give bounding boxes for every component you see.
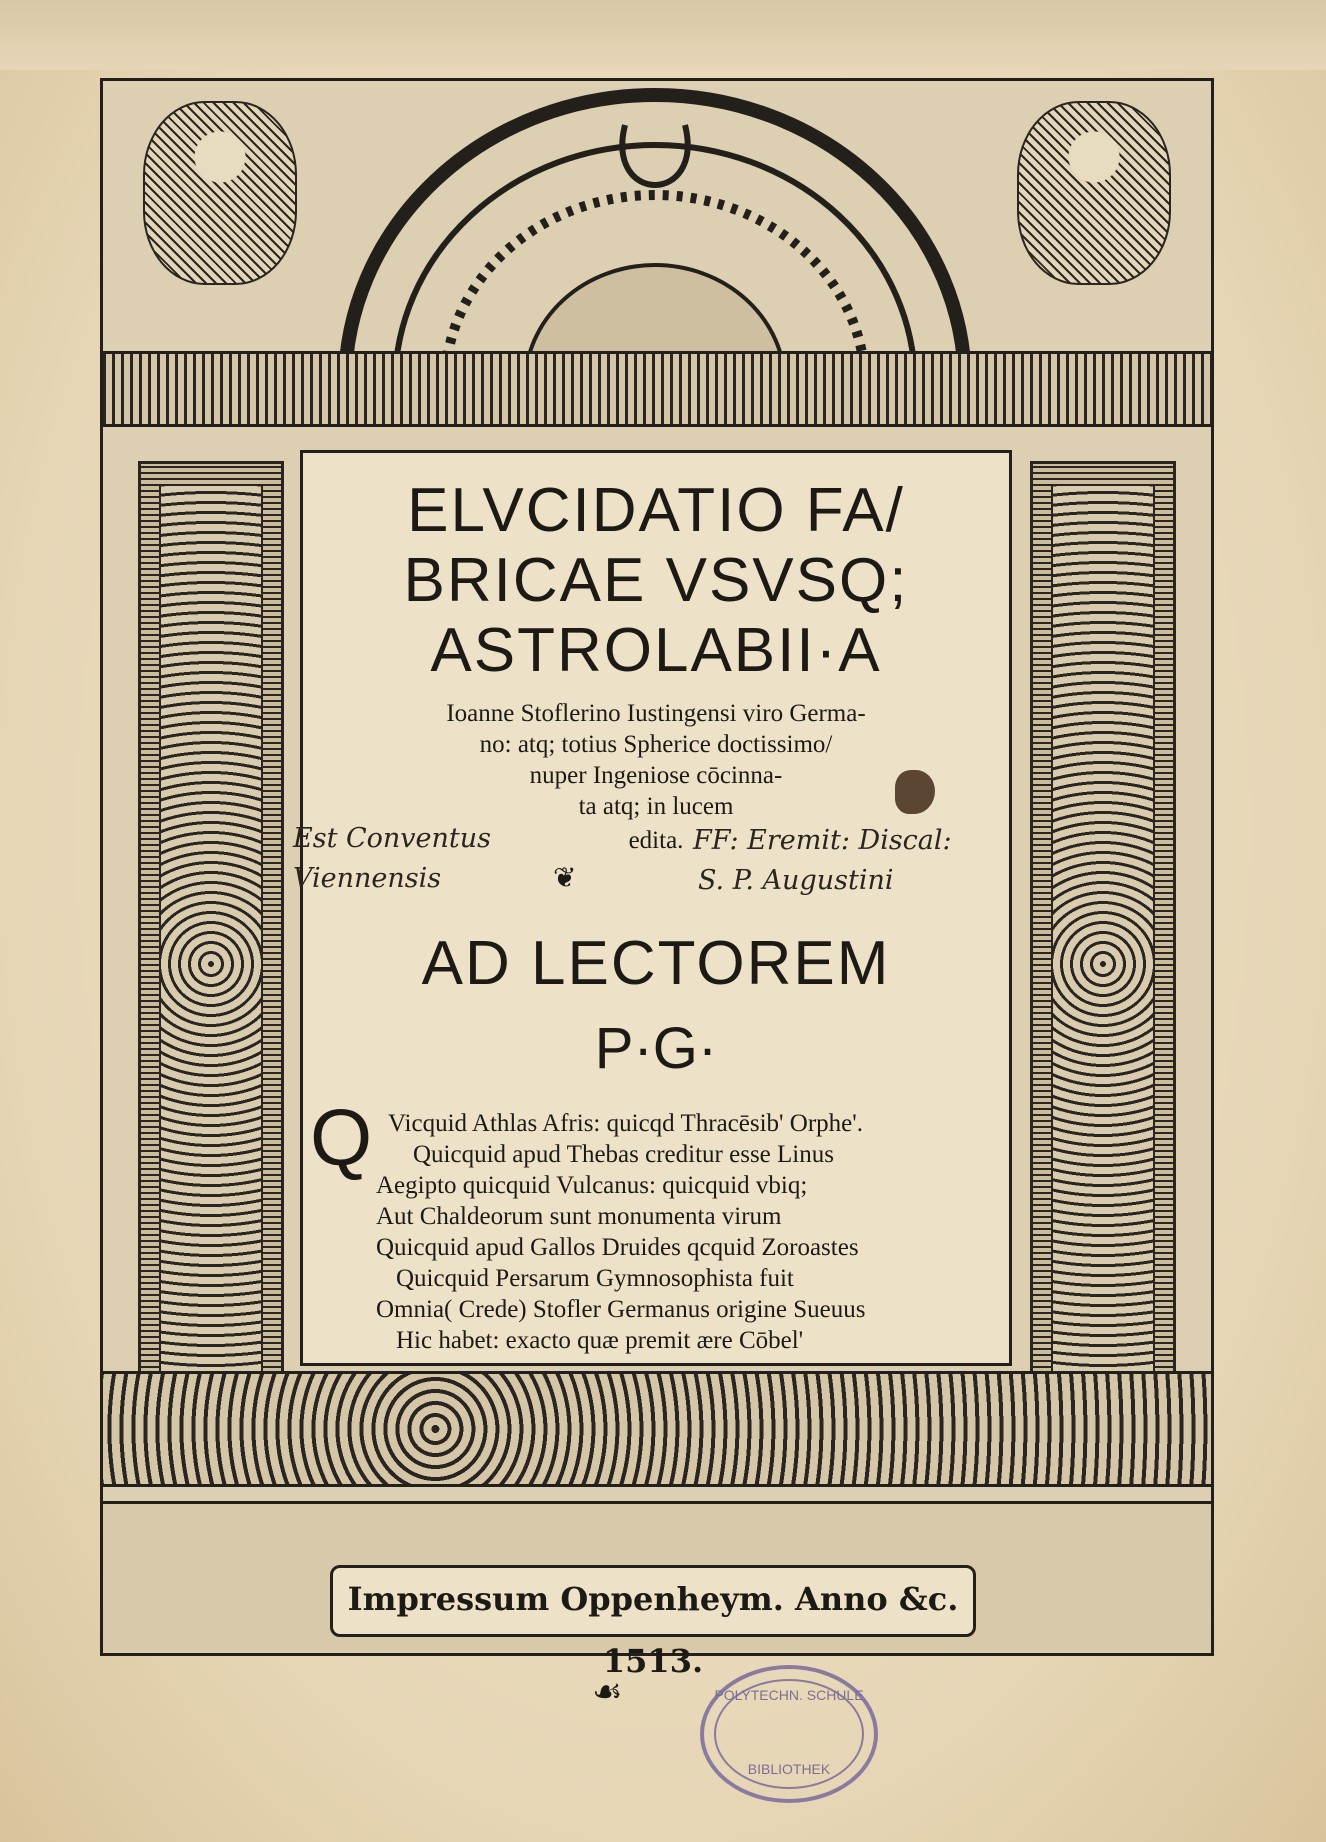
edita-word: edita. <box>628 827 684 854</box>
verse-line: Aut Chaldeorum sunt monumenta virum <box>376 1203 782 1230</box>
verse-line: Aegipto quicquid Vulcanus: quicquid vbiq; <box>376 1172 808 1199</box>
verse-line: Hic habet: exacto quæ premit ære Cōbel' <box>396 1327 804 1354</box>
bottom-frieze <box>103 1371 1211 1487</box>
handwritten-note-right-2: S. P. Augustini <box>698 865 894 896</box>
handwritten-note-right-1: FF: Eremit: Discal: <box>693 825 952 856</box>
subtitle-line-1: Ioanne Stoflerino Iustingensi viro Germa- <box>446 700 866 727</box>
verse-line: Quicquid apud Thebas creditur esse Linus <box>413 1141 834 1168</box>
handwritten-note-left-2: Viennensis <box>293 863 442 894</box>
handwritten-note-left-1: Est Conventus <box>293 823 492 854</box>
printer-mark-icon: ☙ <box>592 1674 623 1711</box>
stamp-text-bottom: BIBLIOTHEK <box>747 1761 831 1777</box>
left-cherub-illustration <box>143 101 297 285</box>
pg-heading: P·G· <box>594 1016 718 1081</box>
title-line-2: BRICAE VSVSQ; <box>403 546 909 615</box>
verse-line: Quicquid apud Gallos Druides qcquid Zoroastes <box>376 1234 859 1261</box>
page-top-edge <box>0 0 1326 70</box>
library-stamp <box>700 1665 878 1803</box>
right-pillar <box>1030 461 1176 1467</box>
title-line-1: ELVCIDATIO FA/ <box>407 476 905 545</box>
imprint-cartouche: Impressum Oppenheym. Anno &c. 1513. <box>330 1565 976 1637</box>
ad-lectorem-heading: AD LECTOREM <box>421 929 891 998</box>
verse-line: Quicquid Persarum Gymnosophista fuit <box>396 1265 794 1292</box>
verse-line: Omnia( Crede) Stofler Germanus origine Sueuus <box>376 1296 866 1323</box>
subtitle-line-3: nuper Ingeniose cōcinna- <box>529 762 783 789</box>
right-cherub-illustration <box>1017 101 1171 285</box>
top-cornice <box>103 351 1211 427</box>
dedicatory-verse <box>310 1093 998 1356</box>
stamp-text-top: POLYTECHN. SCHULE <box>714 1687 864 1703</box>
verse-line: Vicquid Athlas Afris: quicqd Thracēsib' Orphe'. <box>388 1110 864 1137</box>
left-pillar <box>138 461 284 1467</box>
title-text-panel <box>293 450 1012 1366</box>
subtitle-line-2: no: atq; totius Spherice doctissimo/ <box>479 731 833 758</box>
fleuron-icon: ❦ <box>553 863 577 894</box>
subtitle-line-4: ta atq; in lucem <box>578 793 734 820</box>
title-line-3: ASTROLABII·A <box>430 616 882 685</box>
verse-initial: Q <box>310 1093 373 1182</box>
